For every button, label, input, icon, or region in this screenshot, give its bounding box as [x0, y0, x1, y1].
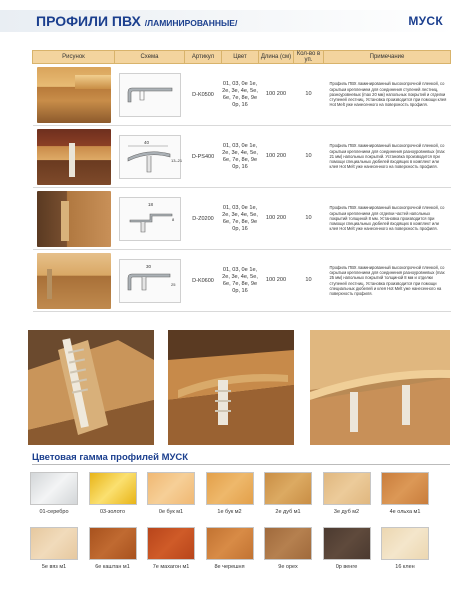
color-swatch-label: 3е дуб м2	[333, 509, 360, 515]
color-swatch-label: 03-золото	[99, 509, 126, 515]
product-photo	[37, 67, 111, 123]
color-swatch	[264, 472, 312, 505]
cell-colors: 01, 03, 0е 1е, 2е, 3е, 4е, 5е, 6е, 7е, 8е, 9е 0р, 16	[222, 126, 259, 188]
color-swatch	[381, 472, 429, 505]
table-row	[33, 64, 451, 126]
cell-length: 100 200	[259, 64, 294, 126]
cell-colors: 01, 03, 0е 1е, 2е, 3е, 4е, 5е, 6е, 7е, 8е, 9е 0р, 16	[222, 250, 259, 312]
product-photo	[37, 191, 111, 247]
column-header: Примечание	[324, 51, 451, 64]
installation-photo-left	[28, 330, 154, 445]
cell-scheme	[115, 126, 185, 188]
color-swatch	[30, 472, 78, 505]
products-table	[32, 50, 451, 312]
cell-article: D-PS400	[185, 126, 222, 188]
color-swatch	[264, 527, 312, 560]
cell-length: 100 200	[259, 250, 294, 312]
cell-qty: 10	[294, 64, 324, 126]
column-header: Цвет	[222, 51, 259, 64]
cell-photo	[33, 126, 115, 188]
cell-qty: 10	[294, 250, 324, 312]
scheme-dimension: 40	[143, 139, 149, 145]
table-row	[33, 188, 451, 250]
table-header-row	[33, 51, 451, 64]
color-swatch-label: 0р венге	[335, 564, 358, 570]
color-swatch	[30, 527, 78, 560]
color-swatch	[206, 527, 254, 560]
profile-scheme	[119, 259, 181, 303]
scheme-dimension: 8	[171, 216, 174, 222]
color-swatch	[147, 472, 195, 505]
color-swatch	[206, 472, 254, 505]
cell-scheme	[115, 250, 185, 312]
cell-photo	[33, 64, 115, 126]
cell-scheme	[115, 188, 185, 250]
table-row	[33, 126, 451, 188]
column-header: Длина (см)	[259, 51, 294, 64]
page-title	[36, 13, 237, 29]
color-swatch-label: 1е бук м2	[217, 509, 242, 515]
cell-scheme	[115, 64, 185, 126]
scheme-dimension: 30	[145, 263, 151, 269]
divider	[32, 464, 450, 465]
column-header: Кол-во в уп.	[294, 51, 324, 64]
product-photo	[37, 253, 111, 309]
cell-length: 100 200	[259, 188, 294, 250]
page-header	[0, 0, 455, 40]
column-header: Схема	[115, 51, 185, 64]
color-swatch-label: 7е махагон м1	[152, 564, 190, 570]
cell-article: D-Z0200	[185, 188, 222, 250]
cell-article: D-K0600	[185, 250, 222, 312]
cell-note: Профиль ПВХ ламинированный высокопрочной пленкой, со скрытым креплением для соединения разноуровневых (max 21 мм) напольных покрытий. Установка производится при помощи специальных дюбелей входящих в комплект или клея Hot Melt уже нанесенного на поверхность профиля.	[324, 126, 451, 188]
title-main: ПРОФИЛИ ПВХ	[36, 13, 141, 29]
profile-scheme	[119, 73, 181, 117]
color-swatch-label: 5е вяз м1	[41, 564, 67, 570]
color-swatch-label: 4е ольха м1	[389, 509, 421, 515]
color-swatch-label: 16 клен	[395, 564, 415, 570]
cell-length: 100 200	[259, 126, 294, 188]
color-swatch	[381, 527, 429, 560]
color-swatch	[323, 472, 371, 505]
color-swatch-label: 01-серебро	[39, 509, 69, 515]
color-swatch-label: 9е орех	[278, 564, 298, 570]
color-swatch	[323, 527, 371, 560]
scheme-dimension: 13–21	[170, 157, 182, 163]
cell-note: Профиль ПВХ ламинированный высокопрочной пленкой, со скрытым креплением для соединения разноуровневых (max 25 мм) напольных покрытий толщиной 8 мм и отделки ступеней лестниц. Установка производится при помощи специальных дюбелей и клея Hot Melt уже нанесенного на поверхность профиля.	[324, 250, 451, 312]
installation-photo-middle	[168, 330, 294, 445]
cell-colors: 01, 03, 0е 1е, 2е, 3е, 4е, 5е, 6е, 7е, 8е, 9е 0р, 16	[222, 64, 259, 126]
color-swatch-label: 6е каштан м1	[95, 564, 130, 570]
profile-scheme	[119, 135, 181, 179]
cell-article: D-K0500	[185, 64, 222, 126]
brand-name: МУСК	[408, 14, 443, 28]
cell-qty: 10	[294, 126, 324, 188]
scheme-dimension: 18	[147, 201, 153, 207]
installation-photo-right	[310, 330, 450, 445]
color-swatch	[89, 527, 137, 560]
cell-note: Профиль ПВХ ламинированный высокопрочной пленкой, со скрытым креплением для соединения ступеней лестниц, разноуровневых (max 20 мм) напольных покрытий и отделки ступеней лестниц. Установка производится при помощи клея Hot Melt уже нанесенного на поверхность профиля.	[324, 64, 451, 126]
color-swatch-label: 0е бук м1	[158, 509, 184, 515]
cell-photo	[33, 188, 115, 250]
column-header: Артикул	[185, 51, 222, 64]
color-swatch	[89, 472, 137, 505]
cell-photo	[33, 250, 115, 312]
color-gamma-title: Цветовая гамма профилей МУСК	[32, 452, 189, 463]
column-header: Рисунок	[33, 51, 115, 64]
color-swatch	[147, 527, 195, 560]
scheme-dimension: 25	[170, 281, 175, 287]
profile-scheme	[119, 197, 181, 241]
color-swatch-label: 2е дуб м1	[275, 509, 301, 515]
cell-colors: 01, 03, 0е 1е, 2е, 3е, 4е, 5е, 6е, 7е, 8е, 9е 0р, 16	[222, 188, 259, 250]
cell-note: Профиль ПВХ ламинированный высокопрочной пленкой, со скрытым креплением для отделки частей напольных покрытий толщиной 8 мм. Установка производится при помощи специальных дюбелей входящих в комплект или клея Hot Melt уже нанесенного на поверхность профиля.	[324, 188, 451, 250]
title-sub: /ЛАМИНИРОВАННЫЕ/	[144, 18, 238, 28]
product-photo	[37, 129, 111, 185]
table-row	[33, 250, 451, 312]
cell-qty: 10	[294, 188, 324, 250]
color-swatch-label: 8е черешня	[214, 564, 245, 570]
